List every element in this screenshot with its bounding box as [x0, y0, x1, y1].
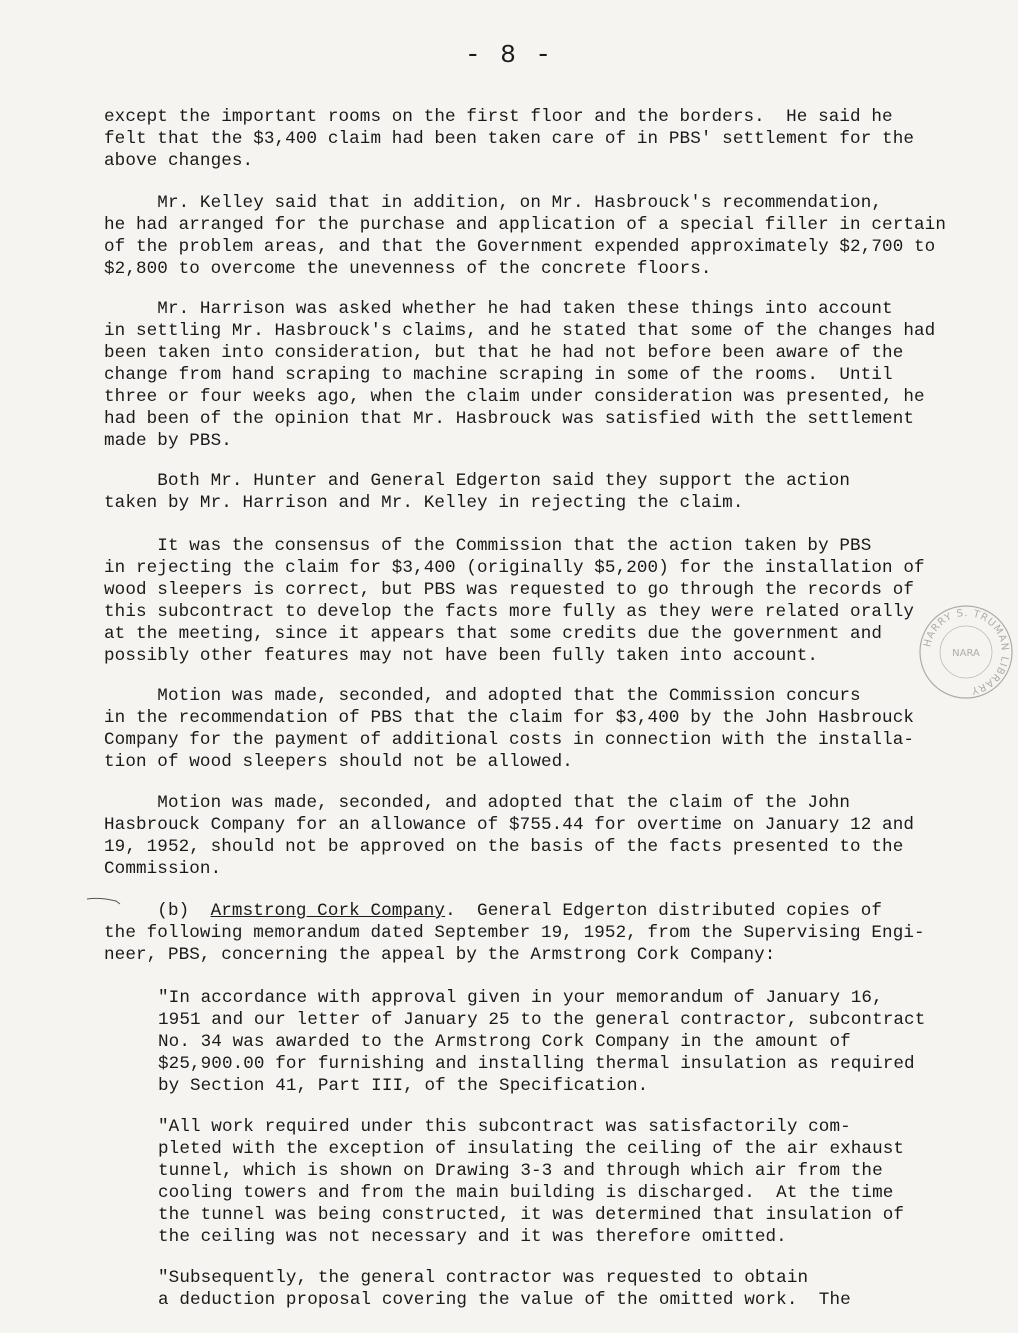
paragraph-1: [104, 106, 926, 172]
paragraph-7: [104, 792, 926, 880]
text-line: It was the consensus of the Commission that the action taken by PBS: [104, 536, 872, 556]
paragraph-5: [104, 535, 926, 667]
text-line: except the important rooms on the first floor and the borders. He said he: [104, 107, 893, 127]
text-line: pleted with the exception of insulating the ceiling of the air exhaust: [158, 1139, 905, 1159]
quote-paragraph-1: [158, 987, 926, 1097]
paragraph-2: [104, 192, 946, 280]
text-line: felt that the $3,400 claim had been taken care of in PBS' settlement for the: [104, 129, 915, 149]
text-line: in rejecting the claim for $3,400 (originally $5,200) for the installation of: [104, 558, 925, 578]
section-heading: Armstrong Cork Company: [210, 901, 446, 921]
text-line: Hasbrouck Company for an allowance of $755.44 for overtime on January 12 and: [104, 815, 915, 835]
text-line: been taken into consideration, but that he had not before been aware of the: [104, 343, 904, 363]
text-line: by Section 41, Part III, of the Specification.: [158, 1076, 649, 1096]
text-line: [104, 900, 926, 922]
text-line: change from hand scraping to machine scraping in some of the rooms. Until: [104, 365, 893, 385]
text-line: $25,900.00 for furnishing and installing thermal insulation as required: [158, 1054, 915, 1074]
text-line: three or four weeks ago, when the claim under consideration was presented, he: [104, 387, 925, 407]
text-line: this subcontract to develop the facts more fully as they were related orally: [104, 602, 915, 622]
text-line: wood sleepers is correct, but PBS was requested to go through the records of: [104, 580, 915, 600]
text-line: Company for the payment of additional costs in connection with the installa-: [104, 730, 915, 750]
section-heading-rest: . General Edgerton distributed copies of: [445, 901, 883, 921]
text-line: "Subsequently, the general contractor was requested to obtain: [158, 1268, 809, 1288]
text-line: "In accordance with approval given in your memorandum of January 16,: [158, 988, 883, 1008]
text-line: 1951 and our letter of January 25 to the general contractor, subcontract: [158, 1010, 926, 1030]
armstrong-section: [104, 900, 926, 966]
text-line: the ceiling was not necessary and it was therefore omitted.: [158, 1227, 787, 1247]
text-line: Motion was made, seconded, and adopted that the claim of the John: [104, 793, 851, 813]
text-line: Both Mr. Hunter and General Edgerton said they support the action: [104, 471, 851, 491]
library-seal-stamp: [916, 602, 1016, 702]
section-label: (b): [104, 901, 211, 921]
text-line: a deduction proposal covering the value of the omitted work. The: [158, 1290, 851, 1310]
text-line: 19, 1952, should not be approved on the basis of the facts presented to the: [104, 837, 904, 857]
text-line: Mr. Harrison was asked whether he had taken these things into account: [104, 299, 893, 319]
svg-text:NARA: NARA: [952, 648, 980, 659]
text-line: cooling towers and from the main building is discharged. At the time: [158, 1183, 894, 1203]
text-line: Motion was made, seconded, and adopted that the Commission concurs: [104, 686, 861, 706]
text-line: of the problem areas, and that the Government expended approximately $2,700 to: [104, 237, 936, 257]
text-line: tion of wood sleepers should not be allowed.: [104, 752, 573, 772]
margin-pencil-mark: [86, 896, 122, 906]
text-line: in settling Mr. Hasbrouck's claims, and he stated that some of the changes had: [104, 321, 936, 341]
text-line: tunnel, which is shown on Drawing 3-3 and through which air from the: [158, 1161, 883, 1181]
page-number: - 8 -: [464, 40, 553, 70]
text-line: the following memorandum dated September 19, 1952, from the Supervising Engi-: [104, 923, 925, 943]
text-line: No. 34 was awarded to the Armstrong Cork Company in the amount of: [158, 1032, 851, 1052]
paragraph-3: [104, 298, 936, 452]
text-line: made by PBS.: [104, 431, 232, 451]
text-line: had been of the opinion that Mr. Hasbrouck was satisfied with the settlement: [104, 409, 915, 429]
text-line: above changes.: [104, 151, 254, 171]
paragraph-6: [104, 685, 926, 773]
text-line: possibly other features may not have been fully taken into account.: [104, 646, 819, 666]
text-line: "All work required under this subcontract was satisfactorily com-: [158, 1117, 851, 1137]
text-line: at the meeting, since it appears that some credits due the government and: [104, 624, 883, 644]
text-line: the tunnel was being constructed, it was determined that insulation of: [158, 1205, 905, 1225]
quote-paragraph-3: [158, 1267, 898, 1311]
text-line: taken by Mr. Harrison and Mr. Kelley in rejecting the claim.: [104, 493, 744, 513]
text-line: $2,800 to overcome the unevenness of the concrete floors.: [104, 259, 712, 279]
svg-text:HARRY S. TRUMAN LIBRARY: HARRY S. TRUMAN LIBRARY: [922, 607, 1011, 696]
text-line: neer, PBS, concerning the appeal by the Armstrong Cork Company:: [104, 945, 776, 965]
text-line: in the recommendation of PBS that the claim for $3,400 by the John Hasbrouck: [104, 708, 915, 728]
text-line: Commission.: [104, 859, 222, 879]
text-line: he had arranged for the purchase and application of a special filler in certain: [104, 215, 946, 235]
quote-paragraph-2: [158, 1116, 905, 1248]
text-line: Mr. Kelley said that in addition, on Mr. Hasbrouck's recommendation,: [104, 193, 883, 213]
paragraph-4: [104, 470, 926, 514]
